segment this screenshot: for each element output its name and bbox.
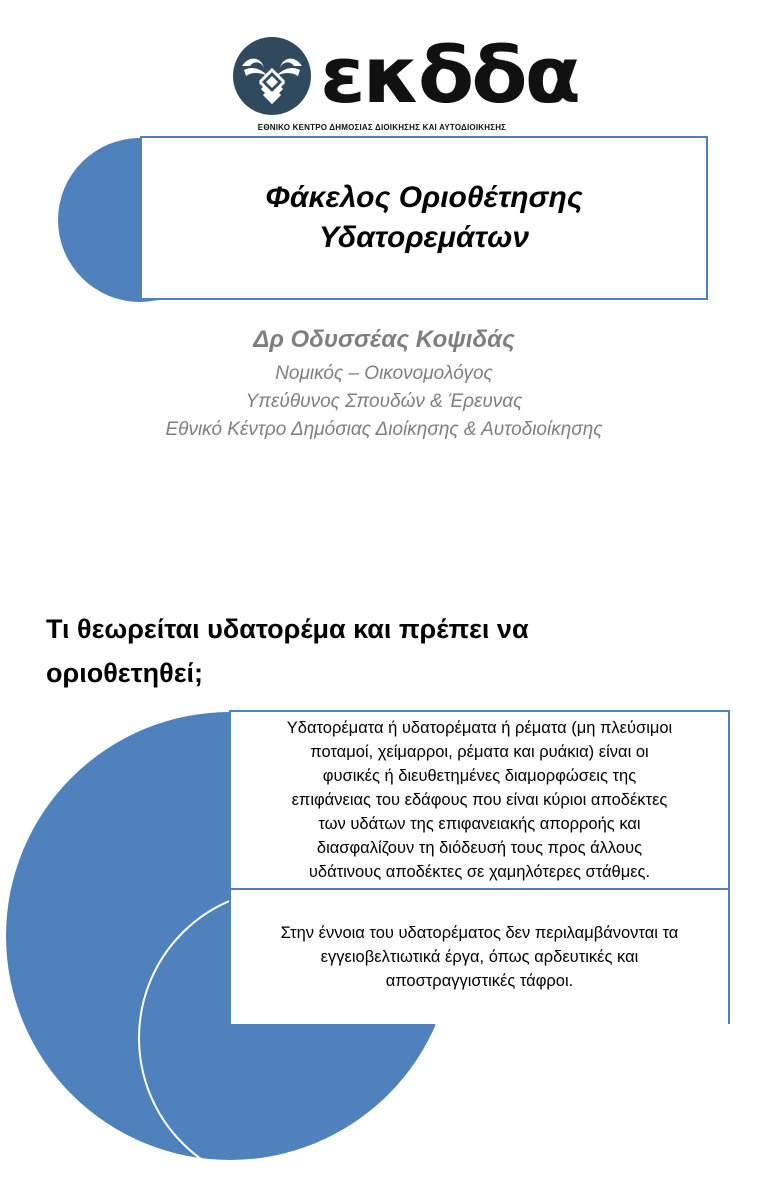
definition-line: των υδάτων της επιφανειακής απορροής και: [318, 815, 641, 833]
author-position: Υπεύθυνος Σπουδών & Έρευνας: [245, 391, 523, 412]
ekdda-wordmark: εκδδα: [320, 30, 578, 121]
definition-line: διασφαλίζουν τη διόδευσή τους προς άλλους: [316, 839, 643, 857]
ekdda-tagline: ΕΘΝΙΚΟ ΚΕΝΤΡΟ ΔΗΜΟΣΙΑΣ ΔΙΟΙΚΗΣΗΣ ΚΑΙ ΑΥΤΟΔΙΟΙΚΗΣΗΣ: [257, 123, 507, 132]
author-name: Δρ Οδυσσέας Κοψιδάς: [253, 326, 515, 353]
heading-line-1: Τι θεωρείται υδατορέμα και πρέπει να: [46, 614, 529, 644]
definition-line: υδάτινους αποδέκτες σε χαμηλότερες στάθμες.: [308, 863, 651, 881]
exclusion-text: [281, 921, 679, 993]
exclusion-line: Στην έννοια του υδατορέματος δεν περιλαμβάνονται τα: [280, 924, 679, 942]
ekdda-emblem-logo: [232, 36, 312, 116]
definition-line: φυσικές ή διευθετημένες διαμορφώσεις της: [322, 767, 637, 785]
section-heading: [46, 607, 686, 695]
exclusion-box: [229, 888, 730, 1024]
title-line-1: Φάκελος Οριοθέτησης: [265, 181, 583, 214]
exclusion-line: εγγειοβελτιωτικά έργα, όπως αρδευτικές και: [320, 948, 639, 966]
definition-line: ποταμοί, χείμαρροι, ρέματα και ρυάκια) είναι οι: [310, 743, 649, 761]
author-organization: Εθνικό Κέντρο Δημόσιας Διοίκησης & Αυτοδιοίκησης: [165, 419, 603, 440]
title-line-2: Υδατορεμάτων: [318, 221, 529, 254]
presentation-title: [265, 178, 583, 258]
heading-line-2: οριοθετηθεί;: [46, 658, 204, 688]
definition-line: επιφάνειας του εδάφους που είναι κύριοι αποδέκτες: [291, 791, 668, 809]
exclusion-line: αποστραγγιστικές τάφροι.: [385, 972, 574, 990]
definition-line: Υδατορέματα ή υδατορέματα ή ρέματα (μη πλεύσιμοι: [286, 719, 673, 737]
definition-text: [287, 716, 672, 884]
definition-box: [229, 710, 730, 890]
author-role: Νομικός – Οικονομολόγος: [275, 363, 493, 384]
title-box: [140, 136, 708, 300]
